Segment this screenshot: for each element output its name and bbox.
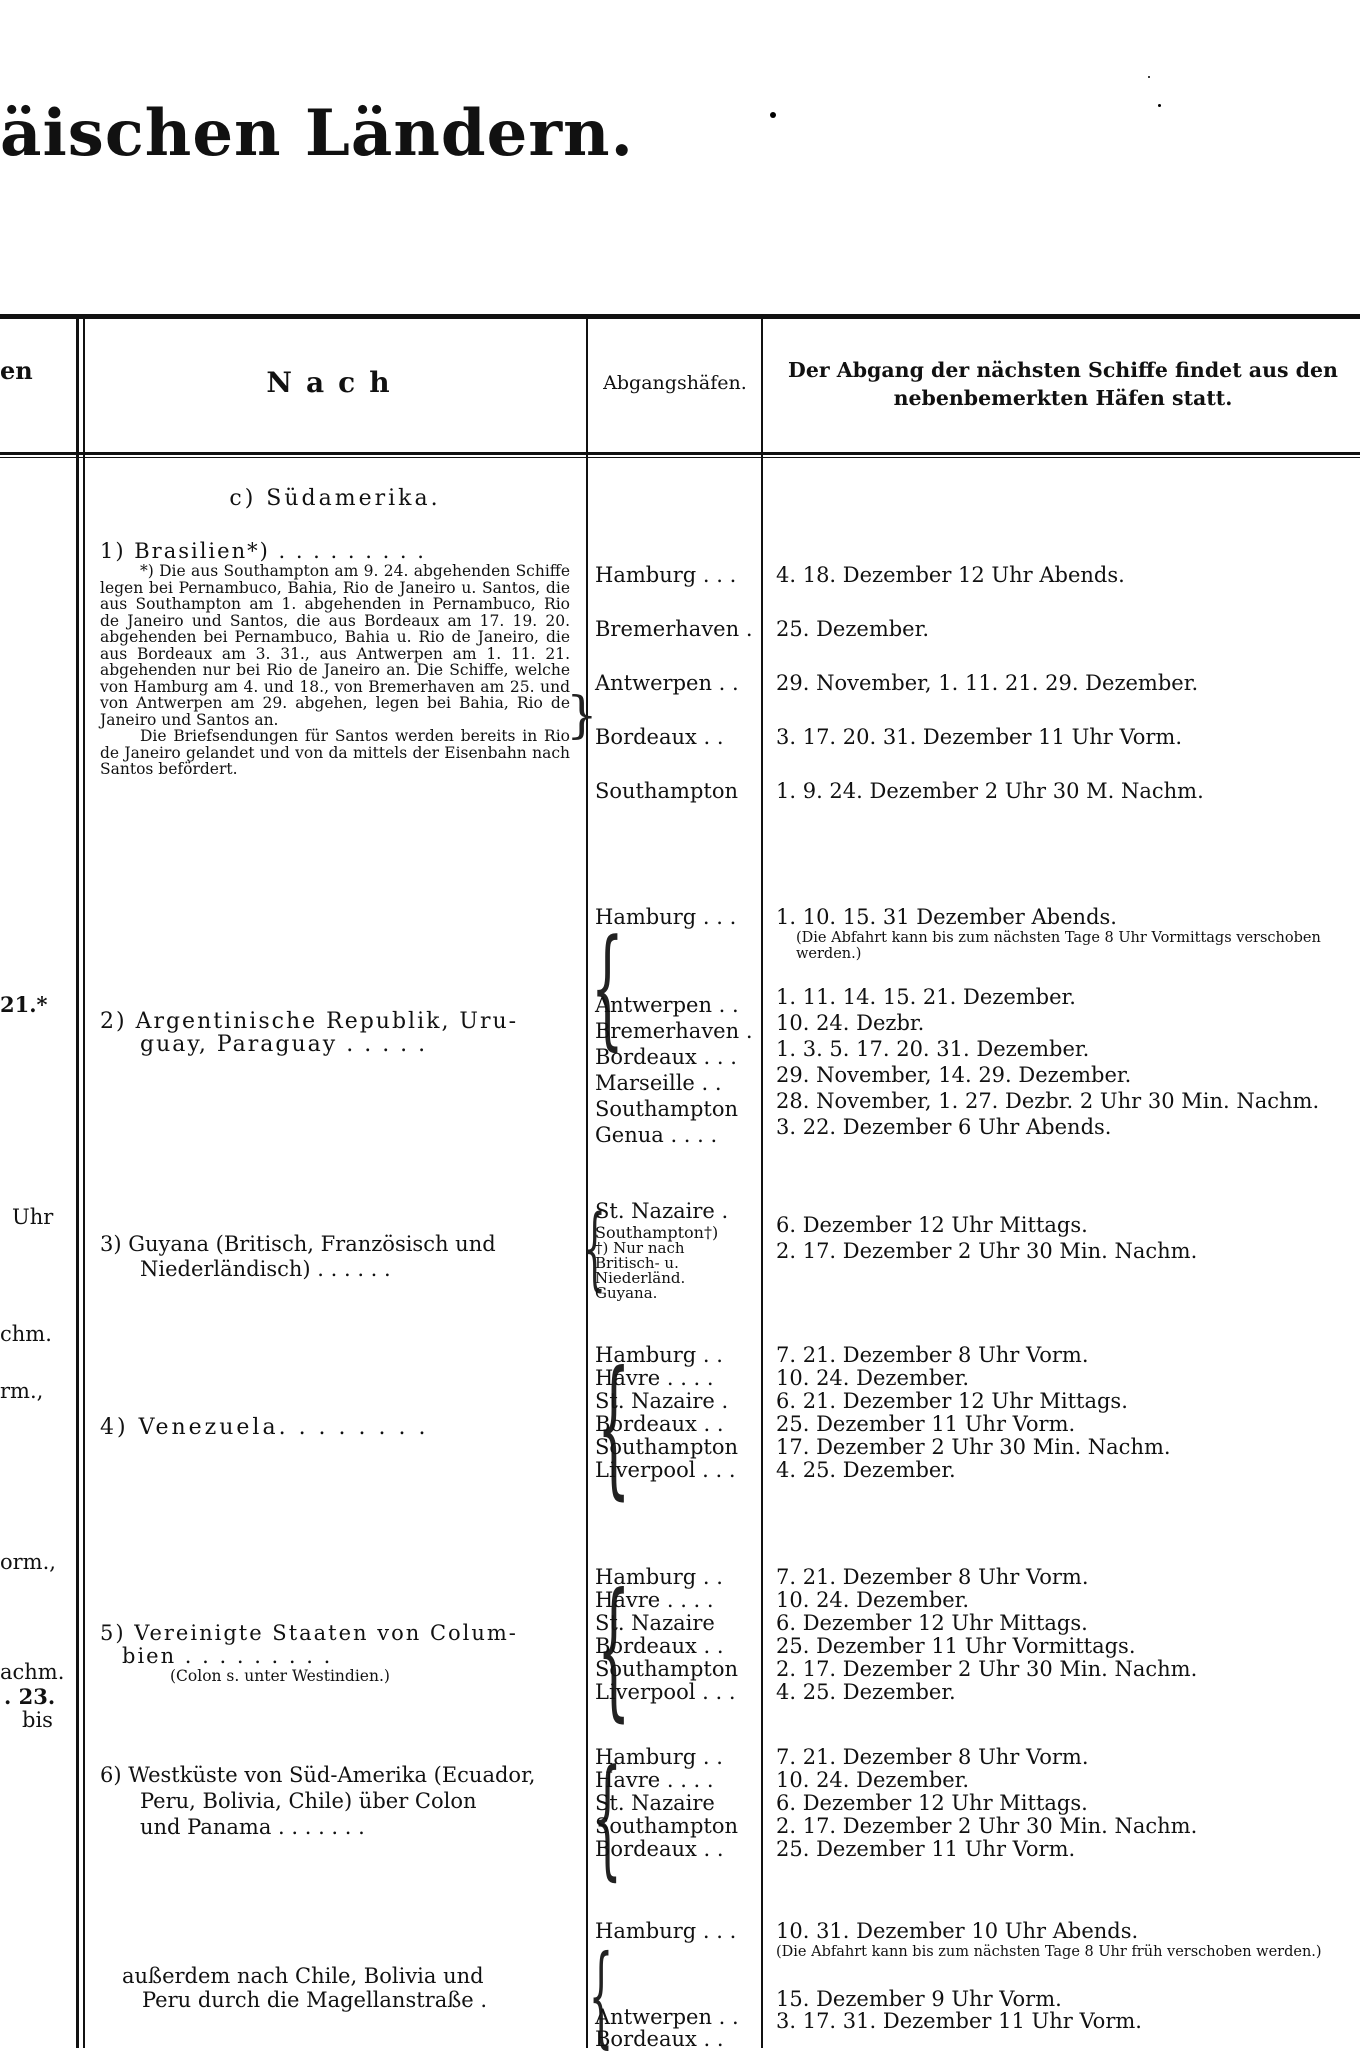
speck: [1148, 76, 1150, 78]
departures-argentinien: [776, 904, 1356, 1140]
header-nach: Nach: [266, 366, 404, 399]
port: Southampton: [595, 1814, 739, 1838]
port: Bordeaux . .: [595, 725, 724, 749]
port: Liverpool . . .: [595, 1680, 736, 1704]
departure-note: (Die Abfahrt kann bis zum nächsten Tage 8 Uhr Vormittags verschoben werden.): [796, 930, 1321, 962]
departure: 10. 24. Dezbr.: [776, 1011, 925, 1035]
left-fragment: achm.: [0, 1660, 65, 1684]
speck: [770, 112, 776, 118]
ports-argentinien: [595, 904, 755, 1148]
port: Hamburg . .: [595, 1565, 723, 1589]
left-fragment: rm.,: [0, 1379, 44, 1403]
port: Bordeaux . .: [595, 1837, 724, 1861]
port: Southampton†): [595, 1223, 719, 1242]
brace: {: [592, 1741, 622, 1893]
departure: 1. 11. 14. 15. 21. Dezember.: [776, 985, 1076, 1009]
departure: 29. November, 1. 11. 21. 29. Dezember.: [776, 671, 1199, 695]
column-divider-left: [76, 314, 79, 2048]
departures-magellan: [776, 1918, 1356, 2034]
departure: 25. Dezember 11 Uhr Vormittags.: [776, 1634, 1136, 1658]
departure: 1. 3. 5. 17. 20. 31. Dezember.: [776, 1037, 1090, 1061]
port: Genua . . . .: [595, 1123, 718, 1147]
left-fragment: . 23.: [4, 1684, 56, 1709]
port-note: †) Nur nach Britisch- u. Niederländ. Guyana.: [595, 1239, 686, 1302]
port: Southampton: [595, 1097, 739, 1121]
entry-westkueste: [100, 1762, 570, 1840]
port: Southampton: [595, 1435, 739, 1459]
ports-westkueste: [595, 1746, 755, 1861]
departure: 6. Dezember 12 Uhr Mittags.: [776, 1611, 1088, 1635]
port: Bordeaux . .: [595, 1634, 724, 1658]
header-ports: Abgangshäfen.: [603, 372, 747, 394]
column-divider-ports: [761, 314, 763, 2048]
departure: 2. 17. Dezember 2 Uhr 30 Min. Nachm.: [776, 1239, 1198, 1263]
departure-note: (Die Abfahrt kann bis zum nächsten Tage 8 Uhr früh verschoben werden.): [776, 1944, 1322, 1960]
departure: 10. 24. Dezember.: [776, 1768, 970, 1792]
departure: 2. 17. Dezember 2 Uhr 30 Min. Nachm.: [776, 1814, 1198, 1838]
port: Bremerhaven .: [595, 1019, 753, 1043]
entry-columbien: [100, 1622, 570, 1685]
port: Marseille . .: [595, 1071, 722, 1095]
departure: 2. 17. Dezember 2 Uhr 30 Min. Nachm.: [776, 1657, 1198, 1681]
port: Southampton: [595, 779, 739, 803]
ports-brasilien: [595, 548, 755, 818]
entry-title-line1: außerdem nach Chile, Bolivia und: [122, 1964, 484, 1988]
port: Southampton: [595, 1657, 739, 1681]
port: Bordeaux . .: [595, 1412, 724, 1436]
entry-title-line2: bien . . . . . . . . .: [122, 1644, 333, 1668]
entry-title: 4) Venezuela. . . . . . . .: [100, 1415, 429, 1440]
left-fragment: bis: [22, 1708, 53, 1732]
departure: 25. Dezember 11 Uhr Vorm.: [776, 1412, 1076, 1436]
port: Hamburg . . .: [595, 563, 737, 587]
departures-brasilien: [776, 548, 1356, 818]
departure: 3. 17. 20. 31. Dezember 11 Uhr Vorm.: [776, 725, 1183, 749]
entry-title-line1: 5) Vereinigte Staaten von Colum-: [100, 1621, 518, 1645]
brace: {: [590, 911, 624, 1063]
entry-title-line1: 6) Westküste von Süd-Amerika (Ecuador,: [100, 1763, 536, 1787]
entry-title-line3: und Panama . . . . . . .: [140, 1815, 365, 1839]
column-divider-left-inner: [83, 314, 85, 2048]
brace: {: [597, 1562, 631, 1736]
departure: 3. 22. Dezember 6 Uhr Abends.: [776, 1115, 1112, 1139]
entry-note: *) Die aus Southampton am 9. 24. abgehenden Schiffe legen bei Pernambuco, Bahia, Rio de Janeiro u. Santos, die aus Southampton am 1. abgehenden in Pernambuco, Rio de Janeiro und Santos, die aus Bordeaux am 17. 19. 20. abgehenden bei Pernambuco, Bahia u. Rio de Janeiro, die aus Bordeaux am 3. 31., aus Antwerpen am 1. 11. 21. abgehenden nur bei Rio de Janeiro an. Die Schiffe, welche von Hamburg am 4. und 18., von Bremerhaven am 25. und von Antwerpen am 29. abgehen, legen bei Bahia, Rio de Janeiro und Santos an.: [100, 562, 570, 729]
ports-venezuela: [595, 1344, 755, 1482]
port: Havre . . . .: [595, 1768, 714, 1792]
entry-title-line2: Peru durch die Magellanstraße .: [142, 1988, 488, 2012]
departure: 10. 24. Dezember.: [776, 1588, 970, 1612]
port: Havre . . . .: [595, 1588, 714, 1612]
departures-columbien: [776, 1566, 1356, 1704]
departure: 7. 21. Dezember 8 Uhr Vorm.: [776, 1745, 1089, 1769]
entry-title-line1: 3) Guyana (Britisch, Französisch und: [100, 1232, 496, 1256]
entry-note: Die Briefsendungen für Santos werden bereits in Rio de Janeiro gelandet und von da mittels der Eisenbahn nach Santos befördert.: [100, 727, 570, 778]
departure: 25. Dezember 11 Uhr Vorm.: [776, 1837, 1076, 1861]
departure: 4. 25. Dezember.: [776, 1680, 956, 1704]
departure: 7. 21. Dezember 8 Uhr Vorm.: [776, 1343, 1089, 1367]
header-departure-line2: nebenbemerkten Häfen statt.: [893, 386, 1233, 410]
header-left-fragment: en: [0, 356, 33, 385]
entry-guyana: [100, 1232, 570, 1282]
port: St. Nazaire: [595, 1611, 715, 1635]
entry-title-line1: 2) Argentinische Republik, Uru-: [100, 1009, 519, 1034]
port: Antwerpen . .: [595, 993, 739, 1017]
port: St. Nazaire: [595, 1791, 715, 1815]
port: Havre . . . .: [595, 1366, 714, 1390]
brace: {: [588, 1931, 614, 2059]
entry-brasilien: [100, 540, 570, 778]
departure: 4. 25. Dezember.: [776, 1458, 956, 1482]
port: Liverpool . . .: [595, 1458, 736, 1482]
left-fragment: chm.: [0, 1322, 52, 1346]
departure: 29. November, 14. 29. Dezember.: [776, 1063, 1132, 1087]
entry-title: 1) Brasilien*) . . . . . . . . .: [100, 539, 426, 563]
departures-venezuela: [776, 1344, 1356, 1482]
entry-argentinien: [100, 1010, 570, 1056]
speck: [1158, 104, 1161, 107]
entry-title-line2: Peru, Bolivia, Chile) über Colon: [140, 1789, 477, 1813]
ports-guyana: [595, 1198, 755, 1301]
page-title: äischen Ländern.: [0, 96, 634, 171]
port: Hamburg . . .: [595, 1919, 737, 1943]
port: Antwerpen . .: [595, 671, 739, 695]
departure: 3. 17. 31. Dezember 11 Uhr Vorm.: [776, 2009, 1142, 2033]
ports-columbien: [595, 1566, 755, 1704]
departure: 17. Dezember 2 Uhr 30 Min. Nachm.: [776, 1435, 1171, 1459]
departure: 6. Dezember 12 Uhr Mittags.: [776, 1213, 1088, 1237]
departure: 6. 21. Dezember 12 Uhr Mittags.: [776, 1389, 1128, 1413]
departure: 15. Dezember 9 Uhr Vorm.: [776, 1987, 1062, 2011]
departure: 4. 18. Dezember 12 Uhr Abends.: [776, 563, 1125, 587]
port: Hamburg . .: [595, 1343, 723, 1367]
port: Bordeaux . . .: [595, 1045, 737, 1069]
left-fragment: 21.*: [0, 992, 48, 1017]
column-divider-nach: [586, 314, 588, 2048]
section-title: c) Südamerika.: [229, 486, 441, 511]
departure: 1. 9. 24. Dezember 2 Uhr 30 M. Nachm.: [776, 779, 1204, 803]
entry-venezuela: [100, 1416, 570, 1439]
brace: }: [566, 686, 598, 744]
port: Bordeaux . .: [595, 2027, 724, 2051]
header-departure: [768, 356, 1358, 412]
left-fragment: Uhr: [12, 1205, 54, 1229]
table-top-rule: [0, 314, 1360, 319]
brace: {: [597, 1340, 631, 1514]
brace: {: [583, 1196, 607, 1301]
port: Hamburg . .: [595, 1745, 723, 1769]
port: St. Nazaire .: [595, 1199, 729, 1223]
left-fragment: orm.,: [0, 1550, 56, 1574]
port: Hamburg . . .: [595, 905, 737, 929]
departure: 28. November, 1. 27. Dezbr. 2 Uhr 30 Min. Nachm.: [776, 1089, 1320, 1113]
entry-note: (Colon s. unter Westindien.): [170, 1667, 390, 1685]
entry-title-line2: guay, Paraguay . . . . .: [140, 1032, 428, 1057]
departure: 1. 10. 15. 31 Dezember Abends.: [776, 905, 1117, 929]
header-bottom-rule: [0, 452, 1360, 455]
departure: 7. 21. Dezember 8 Uhr Vorm.: [776, 1565, 1089, 1589]
ports-magellan: [595, 1918, 755, 2052]
departure: 10. 31. Dezember 10 Uhr Abends.: [776, 1919, 1139, 1943]
port: Antwerpen . .: [595, 2005, 739, 2029]
port: St. Nazaire .: [595, 1389, 729, 1413]
departure: 25. Dezember.: [776, 617, 930, 641]
header-departure-line1: Der Abgang der nächsten Schiffe findet aus den: [788, 358, 1338, 382]
departures-westkueste: [776, 1746, 1356, 1861]
entry-title-line2: Niederländisch) . . . . . .: [140, 1257, 391, 1281]
departures-guyana: [776, 1212, 1356, 1264]
port: Bremerhaven .: [595, 617, 753, 641]
header-bottom-rule-thin: [0, 457, 1360, 458]
departure: 10. 24. Dezember.: [776, 1366, 970, 1390]
entry-magellan: [100, 1964, 570, 2012]
departure: 6. Dezember 12 Uhr Mittags.: [776, 1791, 1088, 1815]
